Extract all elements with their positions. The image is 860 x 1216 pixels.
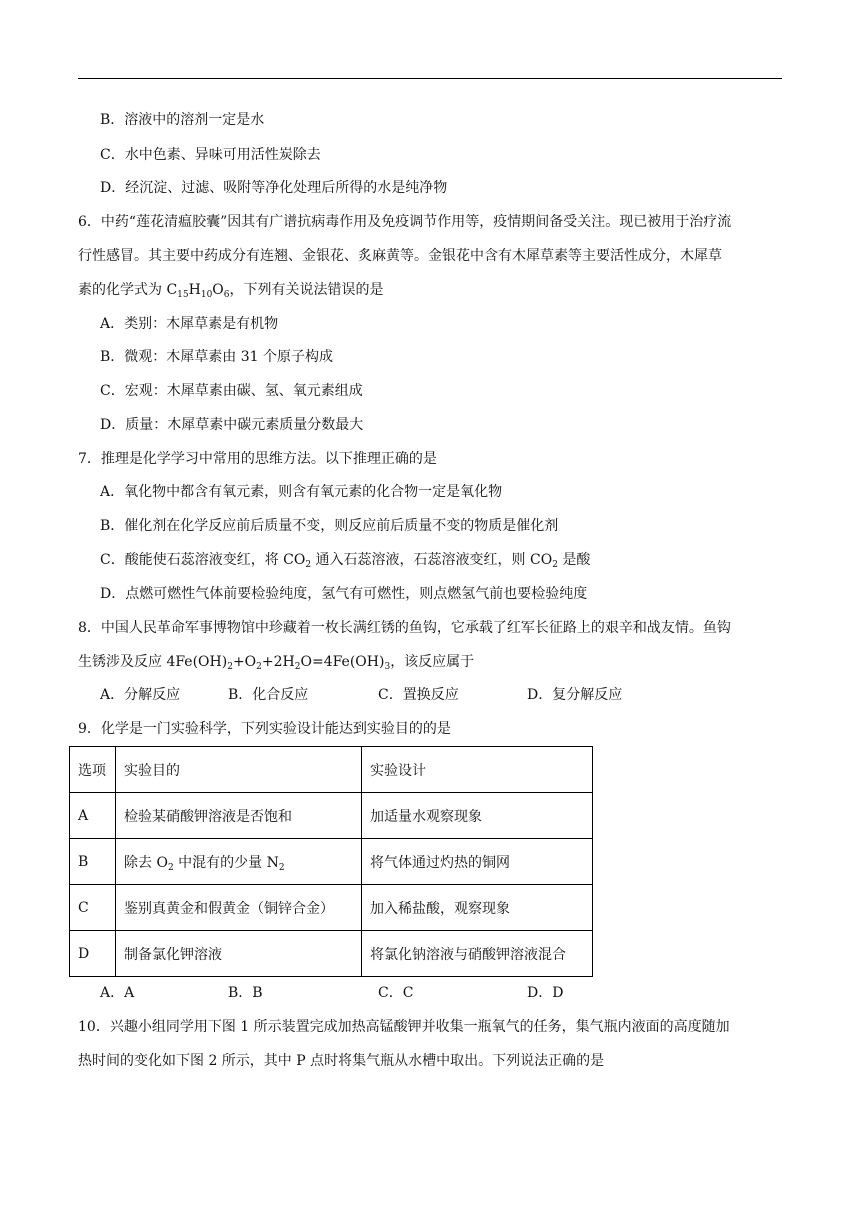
q9-table — [69, 746, 593, 977]
q9-stem: 9．化学是一门实验科学，下列实验设计能达到实验目的的是 — [78, 721, 451, 737]
header-cell: 实验设计 — [362, 747, 593, 793]
q9-options — [100, 983, 800, 1003]
q7-option-c — [100, 550, 590, 570]
q5-option-d: D．经沉淀、过滤、吸附等净化处理后所得的水是纯净物 — [100, 180, 448, 196]
table-cell-option: C — [70, 885, 116, 931]
q6-subscript: 6 — [223, 290, 230, 300]
goal-subscript: 2 — [167, 862, 174, 873]
q6-stem-line3 — [78, 280, 384, 300]
table-cell-design: 将气体通过灼热的铜网 — [362, 839, 593, 885]
q8-subscript: 2 — [294, 662, 301, 672]
q8-option-a: A．分解反应 — [100, 687, 181, 703]
table-row — [70, 793, 593, 839]
q5-option-c: C．水中色素、异味可用活性炭除去 — [100, 147, 321, 163]
q10-stem-line1: 10．兴趣小组同学用下图 1 所示装置完成加热高锰酸钾并收集一瓶氧气的任务，集气瓶内液面的高度随加 — [78, 1019, 730, 1035]
q8-subscript: 3 — [384, 662, 391, 672]
q6-text: O — [212, 282, 224, 298]
q9-option-a: A．A — [100, 985, 135, 1001]
q8-subscript: 2 — [256, 662, 262, 672]
table-cell-goal — [116, 839, 362, 885]
q8-text: O=4Fe(OH) — [300, 654, 385, 670]
header-cell: 实验目的 — [116, 747, 362, 793]
table-cell-goal: 制备氯化钾溶液 — [116, 931, 362, 977]
q8-option-b: B．化合反应 — [228, 687, 309, 703]
table-cell-goal: 鉴别真黄金和假黄金（铜锌合金） — [116, 885, 362, 931]
q8-text: ，该反应属于 — [390, 654, 475, 670]
q10-stem-line2: 热时间的变化如下图 2 所示，其中 P 点时将集气瓶从水槽中取出。下列说法正确的是 — [78, 1053, 605, 1069]
q7-stem: 7．推理是化学学习中常用的思维方法。以下推理正确的是 — [78, 451, 437, 467]
q6-subscript: 10 — [200, 290, 213, 300]
goal-text: 除去 O — [124, 854, 168, 871]
q9-option-d: D．D — [527, 985, 564, 1001]
q7-option-a: A．氧化物中都含有氧元素，则含有氧元素的化合物一定是氧化物 — [100, 484, 503, 500]
q8-text: 生锈涉及反应 4Fe(OH) — [78, 654, 228, 670]
q6-option-d: D．质量：木犀草素中碳元素质量分数最大 — [100, 417, 364, 433]
table-cell-goal: 检验某硝酸钾溶液是否饱和 — [116, 793, 362, 839]
q6-text: 素的化学式为 C — [78, 282, 178, 298]
q8-text: +O — [232, 654, 257, 670]
q6-stem-line1: 6．中药“莲花清瘟胶囊”因其有广谱抗病毒作用及免疫调节作用等，疫情期间备受关注。现已被用于治疗流 — [78, 214, 732, 230]
q8-stem-line2 — [78, 652, 474, 672]
q7-option-d: D．点燃可燃性气体前要检验纯度，氢气有可燃性，则点燃氢气前也要检验纯度 — [100, 586, 588, 602]
q8-subscript: 2 — [227, 662, 233, 672]
table-cell-option: D — [70, 931, 116, 977]
q6-subscript: 15 — [177, 290, 189, 300]
table-cell-design: 将氯化钠溶液与硝酸钾溶液混合 — [362, 931, 593, 977]
table-cell-design: 加入稀盐酸，观察现象 — [362, 885, 593, 931]
q7-text: 是酸 — [557, 552, 591, 568]
q7-subscript: 2 — [552, 560, 558, 570]
q8-option-c: C．置换反应 — [378, 687, 459, 703]
header-rule — [78, 78, 782, 79]
table-cell-option: B — [70, 839, 116, 885]
q6-text: H — [188, 282, 201, 298]
q8-stem-line1: 8．中国人民革命军事博物馆中珍藏着一枚长满红锈的鱼钩，它承载了红军长征路上的艰辛和战友情。鱼钩 — [78, 620, 731, 636]
q6-option-c: C．宏观：木犀草素由碳、氢、氧元素组成 — [100, 383, 363, 399]
q6-text: ，下列有关说法错误的是 — [229, 282, 384, 298]
table-cell-design: 加适量水观察现象 — [362, 793, 593, 839]
goal-text: 中混有的少量 N — [173, 854, 279, 871]
table-row — [70, 839, 593, 885]
table-header-row — [70, 747, 593, 793]
q6-option-a: A．类别：木犀草素是有机物 — [100, 316, 279, 332]
q7-text: C．酸能使石蕊溶液变红，将 CO — [100, 552, 306, 568]
goal-subscript: 2 — [278, 862, 285, 873]
q5-option-b: B．溶液中的溶剂一定是水 — [100, 112, 265, 128]
q8-text: +2H — [261, 654, 295, 670]
table-row — [70, 931, 593, 977]
q7-subscript: 2 — [305, 560, 312, 570]
q8-option-d: D．复分解反应 — [527, 687, 623, 703]
q7-option-b: B．催化剂在化学反应前后质量不变，则反应前后质量不变的物质是催化剂 — [100, 518, 559, 534]
q9-option-b: B．B — [228, 985, 263, 1001]
q7-text: 通入石蕊溶液，石蕊溶液变红，则 CO — [311, 552, 553, 568]
q9-option-c: C．C — [378, 985, 414, 1001]
header-cell: 选项 — [70, 747, 116, 793]
table-row — [70, 885, 593, 931]
q6-option-b: B．微观：木犀草素由 31 个原子构成 — [100, 349, 334, 365]
table-cell-option: A — [70, 793, 116, 839]
q8-options — [100, 685, 800, 705]
q6-stem-line2: 行性感冒。其主要中药成分有连翘、金银花、炙麻黄等。金银花中含有木犀草素等主要活性成分，木犀草 — [78, 248, 722, 264]
